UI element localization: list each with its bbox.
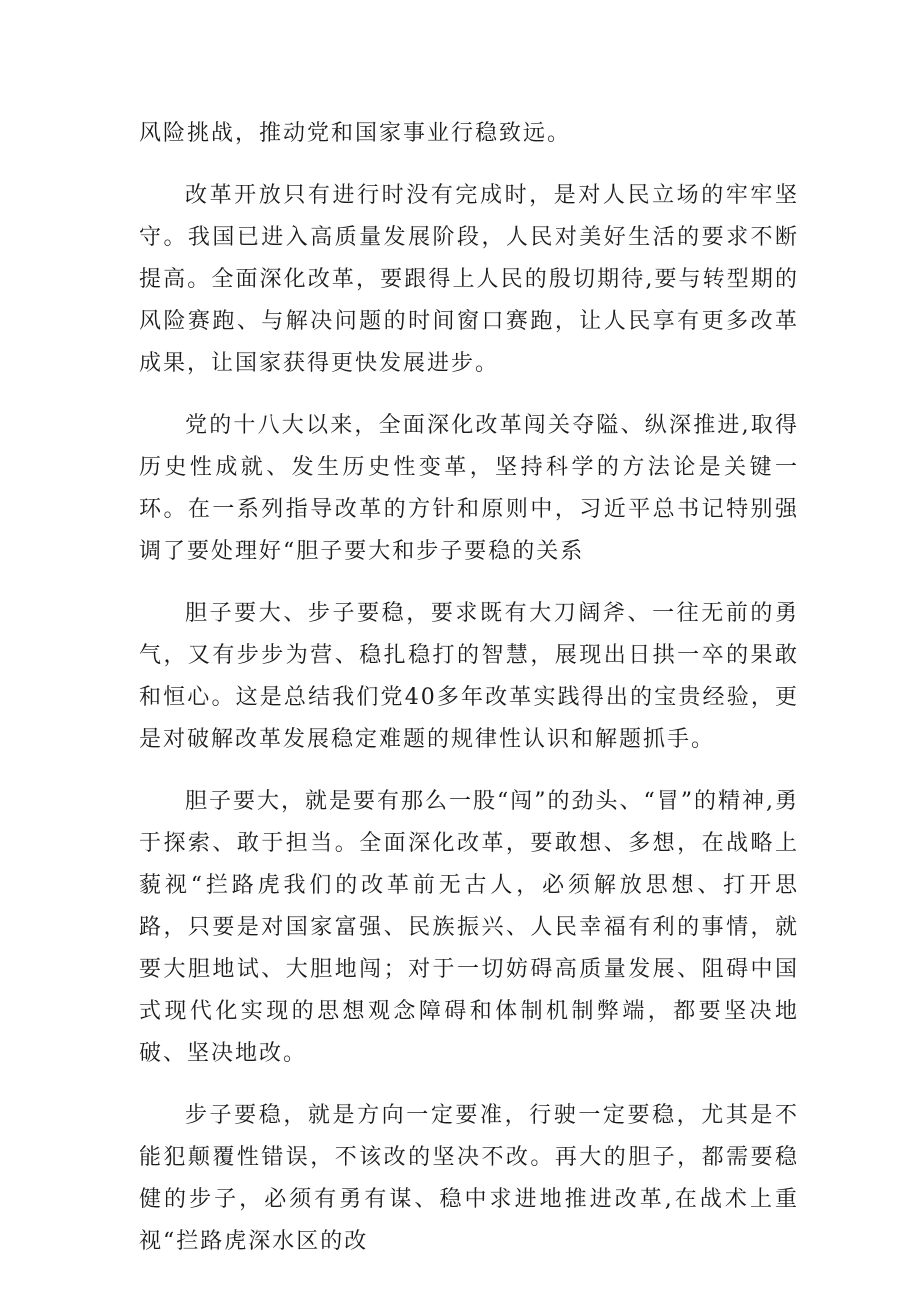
paragraph-5: 胆子要大，就是要有那么一股“闯”的劲头、“冒”的精神,勇于探索、敢于担当。全面深化改革，要敢想、多想，在战略上藐视“拦路虎我们的改革前无古人，必须解放思想、打开思路，只要是对国家富强、民族振兴、人民幸福有利的事情，就要大胆地试、大胆地闯；对于一切妨碍高质量发展、阻碍中国式现代化实现的思想观念障碍和体制机制弊端，都要坚决地破、坚决地改。 (139, 789, 799, 1066)
paragraph-6: 步子要稳，就是方向一定要准，行驶一定要稳，尤其是不能犯颠覆性错误，不该改的坚决不改。再大的胆子，都需要稳健的步子，必须有勇有谋、稳中求进地推进改革,在战术上重视“拦路虎深水区的改 (139, 1103, 799, 1254)
document-body (139, 113, 799, 1283)
paragraph-1: 风险挑战，推动党和国家事业行稳致远。 (139, 121, 572, 146)
paragraph-4: 胆子要大、步子要稳，要求既有大刀阔斧、一往无前的勇气，又有步步为营、稳扎稳打的智慧，展现出日拱一卒的果敢和恒心。这是总结我们党40多年改革实践得出的宝贵经验，更是对破解改革发展稳定难题的规律性认识和解题抓手。 (139, 601, 799, 752)
paragraph-2: 改革开放只有进行时没有完成时，是对人民立场的牢牢坚守。我国已进入高质量发展阶段，人民对美好生活的要求不断提高。全面深化改革，要跟得上人民的殷切期待,要与转型期的风险赛跑、与解决问题的时间窗口赛跑，让人民享有更多改革成果，让国家获得更快发展进步。 (139, 183, 799, 376)
paragraph-3: 党的十八大以来，全面深化改革闯关夺隘、纵深推进,取得历史性成就、发生历史性变革，坚持科学的方法论是关键一环。在一系列指导改革的方针和原则中，习近平总书记特别强调了要处理好“胆子要大和步子要稳的关系 (139, 413, 799, 564)
